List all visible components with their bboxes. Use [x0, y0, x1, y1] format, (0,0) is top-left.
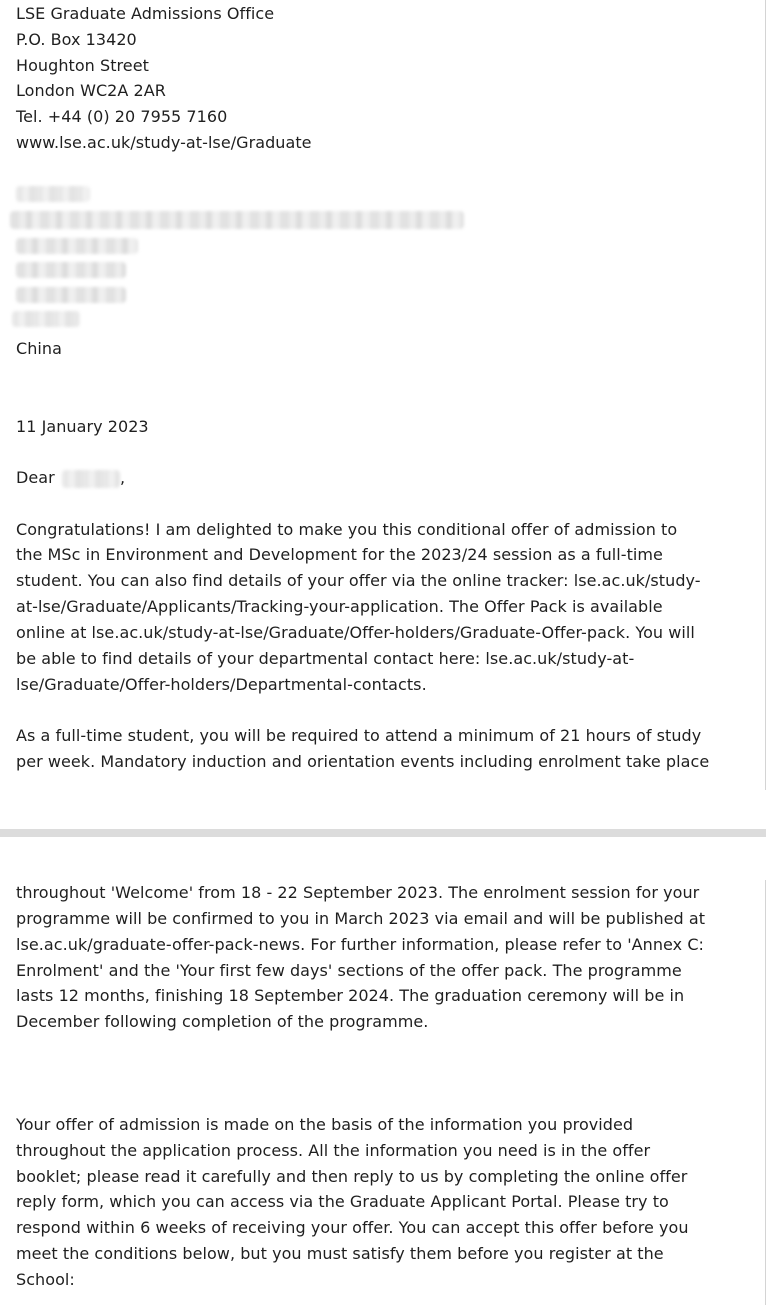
sender-office: LSE Graduate Admissions Office: [16, 4, 275, 23]
paragraph-line: respond within 6 weeks of receiving your offer. You can accept this offer before you: [16, 1218, 689, 1237]
redacted-recipient-line: [10, 211, 464, 229]
paragraph-line: Your offer of admission is made on the basis of the information you provided: [16, 1115, 634, 1134]
salutation: Dear: [16, 468, 55, 487]
sender-tel: Tel. +44 (0) 20 7955 7160: [16, 107, 228, 126]
redacted-recipient-line: [16, 238, 138, 254]
page-separator: [0, 829, 781, 837]
paragraph-line: Enrolment' and the 'Your first few days' sections of the offer pack. The programme: [16, 961, 682, 980]
sender-street: Houghton Street: [16, 56, 149, 75]
paragraph-line: throughout the application process. All the information you need is in the offer: [16, 1141, 651, 1160]
salutation-comma: ,: [120, 468, 126, 487]
paragraph-line: Congratulations! I am delighted to make you this conditional offer of admission to: [16, 520, 678, 539]
paragraph-line: lasts 12 months, finishing 18 September 2024. The graduation ceremony will be in: [16, 986, 685, 1005]
right-margin: [766, 0, 781, 1305]
redacted-salutation-name: [62, 470, 120, 488]
paragraph-line: lse/Graduate/Offer-holders/Departmental-contacts.: [16, 675, 427, 694]
paragraph-line: reply form, which you can access via the Graduate Applicant Portal. Please try to: [16, 1192, 669, 1211]
sender-city: London WC2A 2AR: [16, 81, 166, 100]
sender-po-box: P.O. Box 13420: [16, 30, 137, 49]
paragraph-line: As a full-time student, you will be required to attend a minimum of 21 hours of study: [16, 726, 702, 745]
paragraph-line: booklet; please read it carefully and then reply to us by completing the online offer: [16, 1167, 688, 1186]
paragraph-line: throughout 'Welcome' from 18 - 22 September 2023. The enrolment session for your: [16, 883, 700, 902]
paragraph-line: School:: [16, 1270, 75, 1289]
letter-date: 11 January 2023: [16, 417, 149, 436]
paragraph-line: programme will be confirmed to you in March 2023 via email and will be published at: [16, 909, 706, 928]
paragraph-line: the MSc in Environment and Development for the 2023/24 session as a full-time: [16, 545, 663, 564]
paragraph-line: student. You can also find details of your offer via the online tracker: lse.ac.uk/study-: [16, 571, 701, 590]
paragraph-line: lse.ac.uk/graduate-offer-pack-news. For further information, please refer to 'Annex C:: [16, 935, 704, 954]
sender-website: www.lse.ac.uk/study-at-lse/Graduate: [16, 133, 312, 152]
redacted-recipient-name: [16, 186, 90, 202]
paragraph-line: December following completion of the programme.: [16, 1012, 429, 1031]
paragraph-line: meet the conditions below, but you must satisfy them before you register at the: [16, 1244, 664, 1263]
redacted-recipient-line: [12, 311, 80, 327]
paragraph-line: per week. Mandatory induction and orientation events including enrolment take place: [16, 752, 710, 771]
redacted-recipient-line: [16, 287, 126, 303]
paragraph-line: be able to find details of your departmental contact here: lse.ac.uk/study-at-: [16, 649, 635, 668]
recipient-country: China: [16, 339, 62, 358]
paragraph-line: at-lse/Graduate/Applicants/Tracking-your-application. The Offer Pack is available: [16, 597, 663, 616]
paragraph-line: online at lse.ac.uk/study-at-lse/Graduate/Offer-holders/Graduate-Offer-pack. You will: [16, 623, 695, 642]
redacted-recipient-line: [16, 262, 126, 278]
